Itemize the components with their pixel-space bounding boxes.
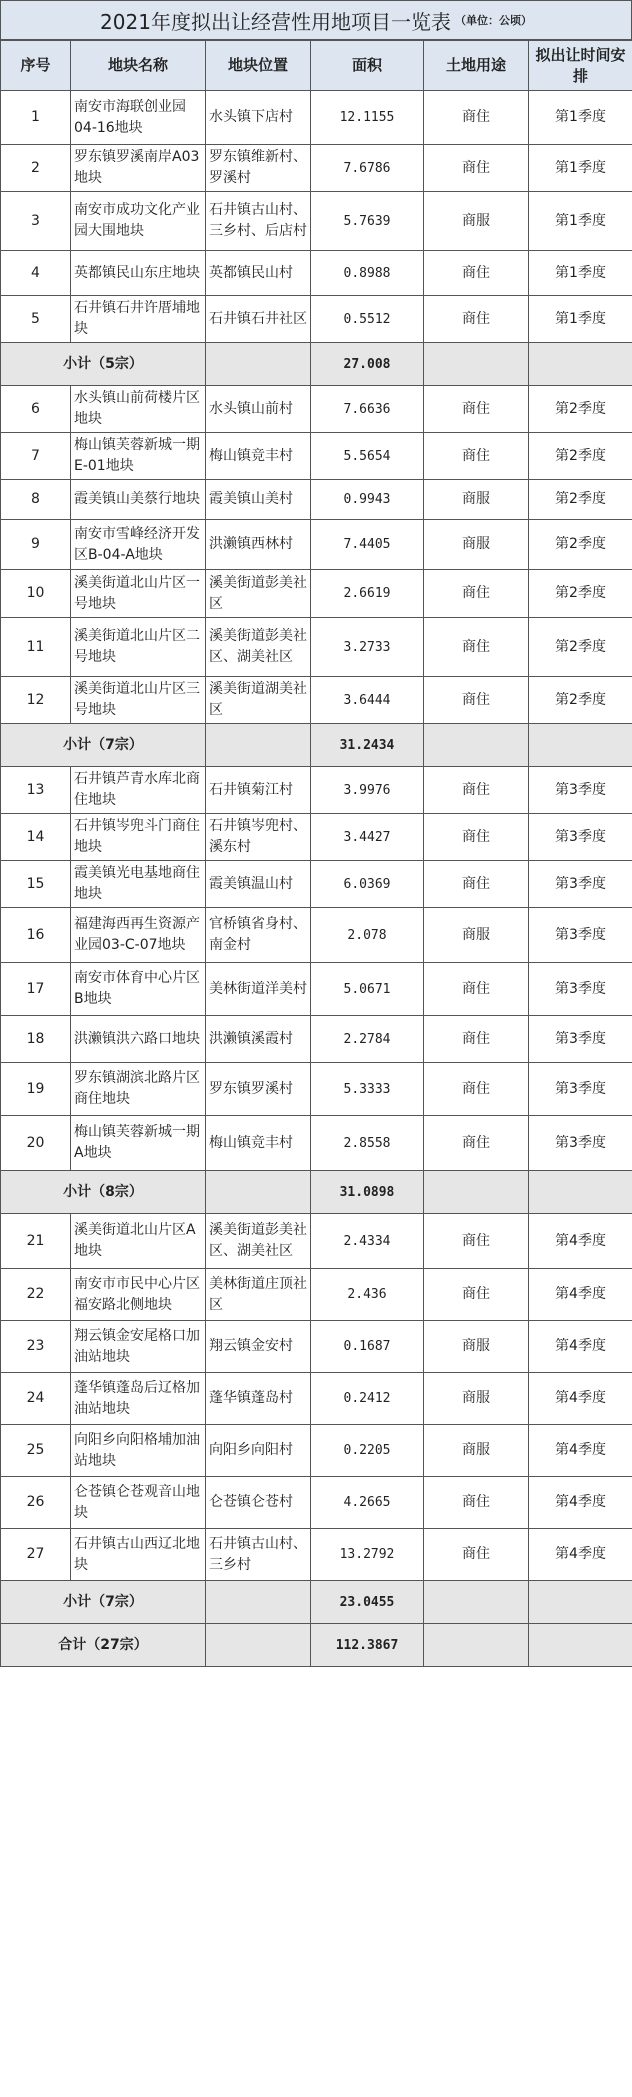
schedule-cell: 第1季度 [529, 192, 632, 251]
schedule-cell: 第3季度 [529, 814, 632, 861]
use-cell: 商住 [424, 1269, 529, 1321]
seq-cell: 18 [1, 1016, 71, 1063]
use-cell: 商服 [424, 1425, 529, 1477]
subtotal-blank [206, 343, 311, 386]
schedule-cell: 第4季度 [529, 1425, 632, 1477]
name-cell: 石井镇岑兜斗门商住地块 [71, 814, 206, 861]
location-cell: 溪美街道彭美社区、湖美社区 [206, 618, 311, 677]
seq-cell: 3 [1, 192, 71, 251]
total-blank [529, 1624, 632, 1667]
name-cell: 南安市成功文化产业园大围地块 [71, 192, 206, 251]
area-cell: 5.0671 [311, 963, 424, 1016]
seq-cell: 6 [1, 386, 71, 433]
name-cell: 南安市市民中心片区福安路北侧地块 [71, 1269, 206, 1321]
location-cell: 官桥镇省身村、南金村 [206, 908, 311, 963]
schedule-cell: 第4季度 [529, 1529, 632, 1581]
use-cell: 商服 [424, 520, 529, 570]
subtotal-label: 小计（7宗） [1, 1581, 206, 1624]
schedule-cell: 第1季度 [529, 251, 632, 296]
schedule-cell: 第2季度 [529, 480, 632, 520]
table-row [1, 1373, 632, 1425]
use-cell: 商住 [424, 1214, 529, 1269]
name-cell: 溪美街道北山片区A地块 [71, 1214, 206, 1269]
seq-cell: 17 [1, 963, 71, 1016]
subtotal-blank [424, 343, 529, 386]
use-cell: 商住 [424, 1477, 529, 1529]
table-row [1, 520, 632, 570]
location-cell: 溪美街道湖美社区 [206, 677, 311, 724]
location-cell: 罗东镇罗溪村 [206, 1063, 311, 1116]
location-cell: 石井镇古山村、三乡村、后店村 [206, 192, 311, 251]
area-cell: 2.436 [311, 1269, 424, 1321]
seq-cell: 20 [1, 1116, 71, 1171]
schedule-cell: 第3季度 [529, 861, 632, 908]
area-cell: 4.2665 [311, 1477, 424, 1529]
name-cell: 蓬华镇蓬岛后辽格加油站地块 [71, 1373, 206, 1425]
use-cell: 商住 [424, 1529, 529, 1581]
subtotal-row [1, 1581, 632, 1624]
table-body [1, 91, 632, 1667]
use-cell: 商住 [424, 570, 529, 618]
area-cell: 0.9943 [311, 480, 424, 520]
schedule-cell: 第3季度 [529, 908, 632, 963]
name-cell: 英都镇民山东庄地块 [71, 251, 206, 296]
area-cell: 3.9976 [311, 767, 424, 814]
table-row [1, 861, 632, 908]
header-name: 地块名称 [71, 41, 206, 91]
subtotal-label: 小计（8宗） [1, 1171, 206, 1214]
area-cell: 5.7639 [311, 192, 424, 251]
subtotal-blank [206, 724, 311, 767]
location-cell: 向阳乡向阳村 [206, 1425, 311, 1477]
header-use: 土地用途 [424, 41, 529, 91]
area-cell: 0.1687 [311, 1321, 424, 1373]
subtotal-row [1, 724, 632, 767]
name-cell: 石井镇石井许厝埔地块 [71, 296, 206, 343]
subtotal-area: 23.0455 [311, 1581, 424, 1624]
schedule-cell: 第1季度 [529, 91, 632, 145]
location-cell: 翔云镇金安村 [206, 1321, 311, 1373]
area-cell: 7.6786 [311, 145, 424, 192]
seq-cell: 7 [1, 433, 71, 480]
location-cell: 洪濑镇西林村 [206, 520, 311, 570]
use-cell: 商住 [424, 963, 529, 1016]
table-row [1, 1425, 632, 1477]
schedule-cell: 第3季度 [529, 963, 632, 1016]
subtotal-blank [206, 1581, 311, 1624]
seq-cell: 4 [1, 251, 71, 296]
location-cell: 洪濑镇溪霞村 [206, 1016, 311, 1063]
use-cell: 商住 [424, 296, 529, 343]
land-plan-table [0, 40, 632, 1667]
schedule-cell: 第2季度 [529, 386, 632, 433]
location-cell: 石井镇菊江村 [206, 767, 311, 814]
location-cell: 梅山镇竞丰村 [206, 433, 311, 480]
seq-cell: 27 [1, 1529, 71, 1581]
header-location: 地块位置 [206, 41, 311, 91]
area-cell: 5.5654 [311, 433, 424, 480]
subtotal-blank [206, 1171, 311, 1214]
location-cell: 仑苍镇仑苍村 [206, 1477, 311, 1529]
schedule-cell: 第3季度 [529, 1116, 632, 1171]
use-cell: 商住 [424, 91, 529, 145]
subtotal-area: 31.2434 [311, 724, 424, 767]
seq-cell: 10 [1, 570, 71, 618]
name-cell: 霞美镇山美蔡行地块 [71, 480, 206, 520]
use-cell: 商住 [424, 767, 529, 814]
name-cell: 梅山镇芙蓉新城一期A地块 [71, 1116, 206, 1171]
area-cell: 0.5512 [311, 296, 424, 343]
table-row [1, 91, 632, 145]
name-cell: 溪美街道北山片区二号地块 [71, 618, 206, 677]
name-cell: 霞美镇光电基地商住地块 [71, 861, 206, 908]
location-cell: 美林街道庄顶社区 [206, 1269, 311, 1321]
seq-cell: 25 [1, 1425, 71, 1477]
use-cell: 商住 [424, 618, 529, 677]
header-row [1, 41, 632, 91]
name-cell: 溪美街道北山片区一号地块 [71, 570, 206, 618]
location-cell: 美林街道洋美村 [206, 963, 311, 1016]
subtotal-label: 小计（7宗） [1, 724, 206, 767]
table-row [1, 1321, 632, 1373]
use-cell: 商服 [424, 192, 529, 251]
name-cell: 水头镇山前荷楼片区地块 [71, 386, 206, 433]
name-cell: 罗东镇罗溪南岸A03地块 [71, 145, 206, 192]
seq-cell: 9 [1, 520, 71, 570]
schedule-cell: 第4季度 [529, 1214, 632, 1269]
subtotal-label: 小计（5宗） [1, 343, 206, 386]
seq-cell: 19 [1, 1063, 71, 1116]
area-cell: 0.8988 [311, 251, 424, 296]
table-row [1, 251, 632, 296]
table-row [1, 814, 632, 861]
use-cell: 商住 [424, 861, 529, 908]
name-cell: 南安市雪峰经济开发区B-04-A地块 [71, 520, 206, 570]
schedule-cell: 第2季度 [529, 618, 632, 677]
table-row [1, 767, 632, 814]
seq-cell: 23 [1, 1321, 71, 1373]
use-cell: 商住 [424, 251, 529, 296]
seq-cell: 15 [1, 861, 71, 908]
seq-cell: 22 [1, 1269, 71, 1321]
name-cell: 福建海西再生资源产业园03-C-07地块 [71, 908, 206, 963]
table-row [1, 296, 632, 343]
area-cell: 0.2205 [311, 1425, 424, 1477]
subtotal-blank [529, 1581, 632, 1624]
location-cell: 霞美镇山美村 [206, 480, 311, 520]
subtotal-area: 27.008 [311, 343, 424, 386]
location-cell: 英都镇民山村 [206, 251, 311, 296]
subtotal-blank [424, 1171, 529, 1214]
area-cell: 0.2412 [311, 1373, 424, 1425]
seq-cell: 24 [1, 1373, 71, 1425]
location-cell: 溪美街道彭美社区 [206, 570, 311, 618]
total-label: 合计（27宗） [1, 1624, 206, 1667]
table-row [1, 677, 632, 724]
table-row [1, 145, 632, 192]
table-row [1, 618, 632, 677]
location-cell: 梅山镇竞丰村 [206, 1116, 311, 1171]
use-cell: 商住 [424, 814, 529, 861]
schedule-cell: 第2季度 [529, 520, 632, 570]
use-cell: 商住 [424, 1116, 529, 1171]
area-cell: 7.6636 [311, 386, 424, 433]
location-cell: 水头镇下店村 [206, 91, 311, 145]
header-seq: 序号 [1, 41, 71, 91]
use-cell: 商服 [424, 908, 529, 963]
table-row [1, 480, 632, 520]
seq-cell: 8 [1, 480, 71, 520]
area-cell: 2.078 [311, 908, 424, 963]
table-row [1, 963, 632, 1016]
schedule-cell: 第2季度 [529, 677, 632, 724]
header-area: 面积 [311, 41, 424, 91]
schedule-cell: 第4季度 [529, 1477, 632, 1529]
seq-cell: 13 [1, 767, 71, 814]
header-schedule: 拟出让时间安排 [529, 41, 632, 91]
total-blank [206, 1624, 311, 1667]
subtotal-blank [529, 724, 632, 767]
seq-cell: 5 [1, 296, 71, 343]
seq-cell: 1 [1, 91, 71, 145]
area-cell: 3.2733 [311, 618, 424, 677]
table-row [1, 1214, 632, 1269]
schedule-cell: 第4季度 [529, 1321, 632, 1373]
area-cell: 3.4427 [311, 814, 424, 861]
seq-cell: 11 [1, 618, 71, 677]
seq-cell: 21 [1, 1214, 71, 1269]
seq-cell: 12 [1, 677, 71, 724]
subtotal-blank [529, 1171, 632, 1214]
table-row [1, 1063, 632, 1116]
subtotal-blank [424, 1581, 529, 1624]
use-cell: 商住 [424, 677, 529, 724]
subtotal-row [1, 1171, 632, 1214]
area-cell: 6.0369 [311, 861, 424, 908]
table-row [1, 1016, 632, 1063]
schedule-cell: 第2季度 [529, 570, 632, 618]
use-cell: 商住 [424, 1016, 529, 1063]
area-cell: 5.3333 [311, 1063, 424, 1116]
location-cell: 石井镇石井社区 [206, 296, 311, 343]
area-cell: 2.4334 [311, 1214, 424, 1269]
schedule-cell: 第3季度 [529, 1063, 632, 1116]
table-row [1, 1477, 632, 1529]
table-title-bar [0, 0, 632, 40]
schedule-cell: 第3季度 [529, 767, 632, 814]
name-cell: 溪美街道北山片区三号地块 [71, 677, 206, 724]
name-cell: 罗东镇湖滨北路片区商住地块 [71, 1063, 206, 1116]
use-cell: 商住 [424, 433, 529, 480]
area-cell: 3.6444 [311, 677, 424, 724]
total-row [1, 1624, 632, 1667]
schedule-cell: 第1季度 [529, 145, 632, 192]
table-row [1, 192, 632, 251]
name-cell: 梅山镇芙蓉新城一期E-01地块 [71, 433, 206, 480]
schedule-cell: 第4季度 [529, 1373, 632, 1425]
seq-cell: 2 [1, 145, 71, 192]
total-blank [424, 1624, 529, 1667]
area-cell: 13.2792 [311, 1529, 424, 1581]
seq-cell: 26 [1, 1477, 71, 1529]
table-row [1, 386, 632, 433]
use-cell: 商住 [424, 386, 529, 433]
location-cell: 溪美街道彭美社区、湖美社区 [206, 1214, 311, 1269]
area-cell: 7.4405 [311, 520, 424, 570]
location-cell: 水头镇山前村 [206, 386, 311, 433]
location-cell: 石井镇古山村、三乡村 [206, 1529, 311, 1581]
table-row [1, 570, 632, 618]
name-cell: 仑苍镇仑苍观音山地块 [71, 1477, 206, 1529]
use-cell: 商住 [424, 1063, 529, 1116]
name-cell: 南安市海联创业园04-16地块 [71, 91, 206, 145]
schedule-cell: 第1季度 [529, 296, 632, 343]
area-cell: 2.8558 [311, 1116, 424, 1171]
name-cell: 向阳乡向阳格埔加油站地块 [71, 1425, 206, 1477]
use-cell: 商服 [424, 1373, 529, 1425]
use-cell: 商住 [424, 145, 529, 192]
subtotal-row [1, 343, 632, 386]
subtotal-blank [424, 724, 529, 767]
location-cell: 罗东镇维新村、罗溪村 [206, 145, 311, 192]
schedule-cell: 第4季度 [529, 1269, 632, 1321]
name-cell: 洪濑镇洪六路口地块 [71, 1016, 206, 1063]
subtotal-area: 31.0898 [311, 1171, 424, 1214]
table-title: 2021年度拟出让经营性用地项目一览表 [100, 9, 451, 34]
table-row [1, 433, 632, 480]
use-cell: 商服 [424, 1321, 529, 1373]
table-row [1, 1529, 632, 1581]
schedule-cell: 第3季度 [529, 1016, 632, 1063]
name-cell: 石井镇古山西辽北地块 [71, 1529, 206, 1581]
seq-cell: 16 [1, 908, 71, 963]
table-row [1, 1116, 632, 1171]
use-cell: 商服 [424, 480, 529, 520]
area-cell: 12.1155 [311, 91, 424, 145]
area-cell: 2.6619 [311, 570, 424, 618]
seq-cell: 14 [1, 814, 71, 861]
subtotal-blank [529, 343, 632, 386]
unit-note: （单位：公顷） [454, 14, 532, 27]
schedule-cell: 第2季度 [529, 433, 632, 480]
location-cell: 蓬华镇蓬岛村 [206, 1373, 311, 1425]
table-row [1, 908, 632, 963]
location-cell: 霞美镇温山村 [206, 861, 311, 908]
area-cell: 2.2784 [311, 1016, 424, 1063]
name-cell: 石井镇芦青水库北商住地块 [71, 767, 206, 814]
total-area: 112.3867 [311, 1624, 424, 1667]
name-cell: 翔云镇金安尾格口加油站地块 [71, 1321, 206, 1373]
table-row [1, 1269, 632, 1321]
name-cell: 南安市体育中心片区B地块 [71, 963, 206, 1016]
location-cell: 石井镇岑兜村、溪东村 [206, 814, 311, 861]
